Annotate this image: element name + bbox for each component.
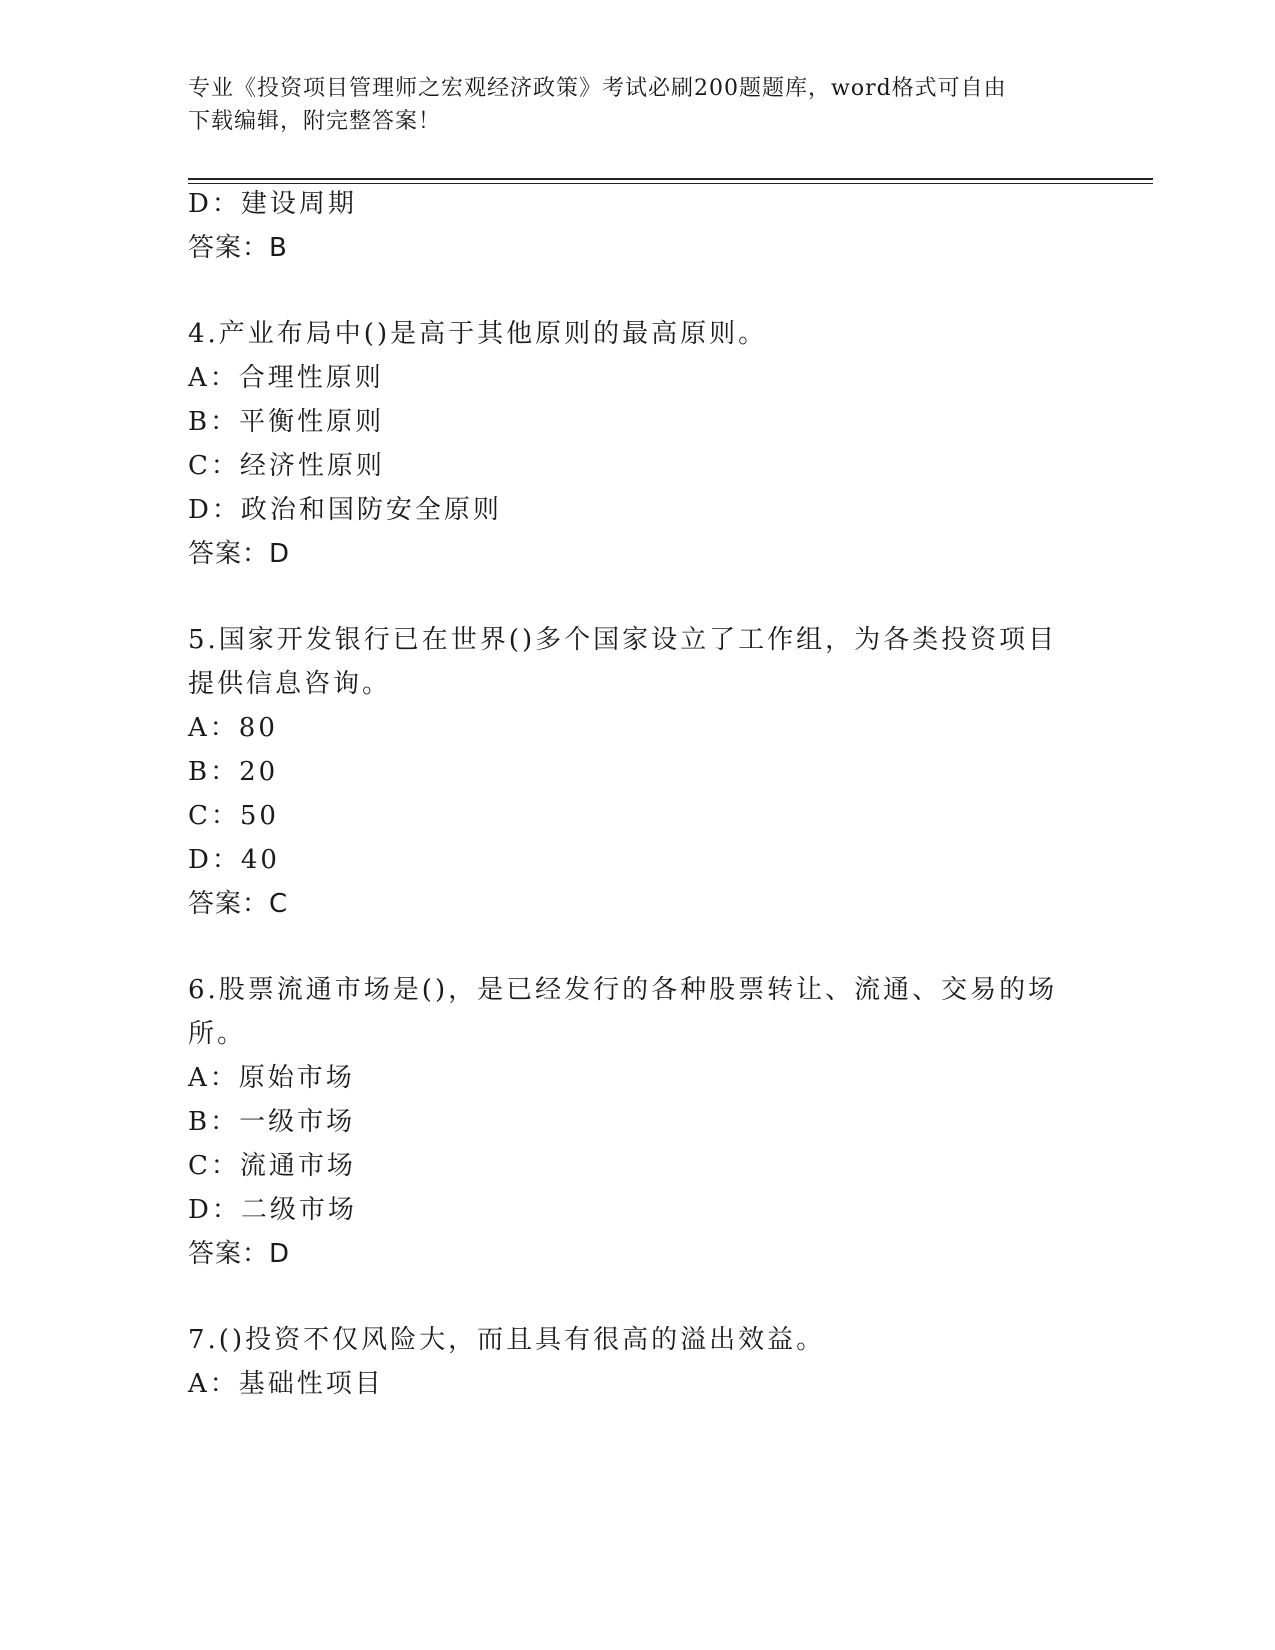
q4-option-c: C：经济性原则 (188, 451, 385, 481)
header-line-2: 下载编辑，附完整答案！ (188, 109, 442, 134)
q5-stem-line-1: 5.国家开发银行已在世界()多个国家设立了工作组，为各类投资项目 (188, 625, 1058, 655)
q7-option-a: A：基础性项目 (188, 1369, 384, 1399)
q3-answer: 答案：B (188, 233, 288, 263)
q5-option-c: C：50 (188, 801, 279, 831)
q6-option-d: D：二级市场 (188, 1195, 357, 1225)
q5-option-b: B：20 (188, 757, 279, 787)
q5-option-a: A：80 (188, 713, 278, 743)
document-header (188, 72, 1068, 138)
q3-option-d: D：建设周期 (188, 189, 357, 219)
q6-option-c: C：流通市场 (188, 1151, 356, 1181)
q4-answer: 答案：D (188, 539, 291, 569)
q6-option-b: B：一级市场 (188, 1107, 356, 1137)
q4-stem: 4.产业布局中()是高于其他原则的最高原则。 (188, 319, 768, 349)
q6-stem-line-2: 所。 (188, 1019, 247, 1049)
q6-answer: 答案：D (188, 1239, 291, 1269)
q4-option-d: D：政治和国防安全原则 (188, 495, 502, 525)
q5-answer: 答案：C (188, 889, 289, 919)
header-divider-thick (188, 178, 1153, 180)
q6-stem-line-1: 6.股票流通市场是()，是已经发行的各种股票转让、流通、交易的场 (188, 975, 1058, 1005)
q6-option-a: A：原始市场 (188, 1063, 355, 1093)
header-divider-thin (188, 183, 1153, 184)
q5-option-d: D：40 (188, 845, 280, 875)
q4-option-b: B：平衡性原则 (188, 407, 385, 437)
q4-option-a: A：合理性原则 (188, 363, 384, 393)
header-line-1: 专业《投资项目管理师之宏观经济政策》考试必刷200题题库，word格式可自由 (188, 76, 1007, 101)
q5-stem-line-2: 提供信息咨询。 (188, 669, 392, 699)
q7-stem: 7.()投资不仅风险大，而且具有很高的溢出效益。 (188, 1325, 826, 1355)
